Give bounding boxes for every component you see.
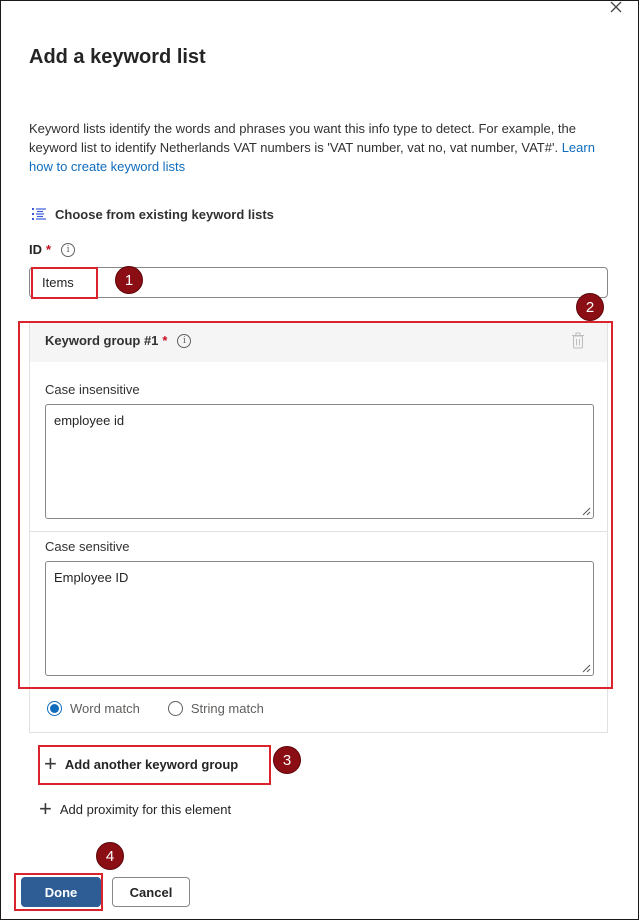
plus-icon: + xyxy=(44,751,57,776)
string-match-label: String match xyxy=(190,701,264,716)
callout-badge-2: 2 xyxy=(576,293,604,321)
cancel-button[interactable]: Cancel xyxy=(112,877,190,907)
keyword-group-title-text: Keyword group #1 xyxy=(45,333,159,348)
panel-description xyxy=(29,119,599,176)
match-options xyxy=(47,701,292,716)
keyword-group-header xyxy=(30,322,607,362)
close-icon[interactable] xyxy=(607,0,627,18)
learn-link[interactable]: Learn how to create keyword lists xyxy=(29,140,595,174)
list-icon xyxy=(31,206,47,222)
radio-unselected-icon xyxy=(168,701,183,716)
case-sensitive-label: Case sensitive xyxy=(45,539,130,554)
add-keyword-group-label: Add another keyword group xyxy=(64,756,239,772)
panel-title: Add a keyword list xyxy=(29,46,206,68)
callout-badge-3: 3 xyxy=(273,746,301,774)
done-button[interactable]: Done xyxy=(21,877,101,907)
keyword-group-title xyxy=(45,333,191,348)
add-proximity-label: Add proximity for this element xyxy=(59,801,232,817)
description-text: Keyword lists identify the words and phrases you want this info type to detect. For example, the keyword list to identify Netherlands VAT numbers is 'VAT number, vat no, vat number, VAT#'. xyxy=(29,121,577,155)
choose-existing-button[interactable] xyxy=(31,206,274,222)
divider xyxy=(30,531,607,532)
resize-handle-icon[interactable] xyxy=(582,664,591,673)
plus-icon: + xyxy=(39,796,52,821)
callout-badge-4: 4 xyxy=(96,842,124,870)
id-label xyxy=(29,242,75,257)
info-icon[interactable]: i xyxy=(61,243,75,257)
case-sensitive-textarea[interactable] xyxy=(45,561,594,676)
resize-handle-icon[interactable] xyxy=(582,507,591,516)
string-match-radio[interactable] xyxy=(168,701,264,716)
info-icon[interactable]: i xyxy=(177,334,191,348)
case-sensitive-value: Employee ID xyxy=(54,570,129,585)
case-insensitive-textarea[interactable] xyxy=(45,404,594,519)
id-input-value: Items xyxy=(42,275,74,290)
id-label-text: ID xyxy=(29,242,42,257)
case-insensitive-value: employee id xyxy=(54,413,125,428)
word-match-label: Word match xyxy=(70,701,140,716)
trash-icon[interactable] xyxy=(571,332,585,350)
required-mark: * xyxy=(162,333,168,348)
callout-badge-1: 1 xyxy=(115,266,143,294)
choose-existing-label: Choose from existing keyword lists xyxy=(55,206,274,222)
word-match-radio[interactable] xyxy=(47,701,140,716)
radio-selected-icon xyxy=(47,701,62,716)
case-insensitive-label: Case insensitive xyxy=(45,382,140,397)
add-proximity-button[interactable] xyxy=(39,796,232,821)
keyword-group xyxy=(29,321,608,733)
required-mark: * xyxy=(46,242,52,257)
add-keyword-group-button[interactable] xyxy=(44,751,239,776)
